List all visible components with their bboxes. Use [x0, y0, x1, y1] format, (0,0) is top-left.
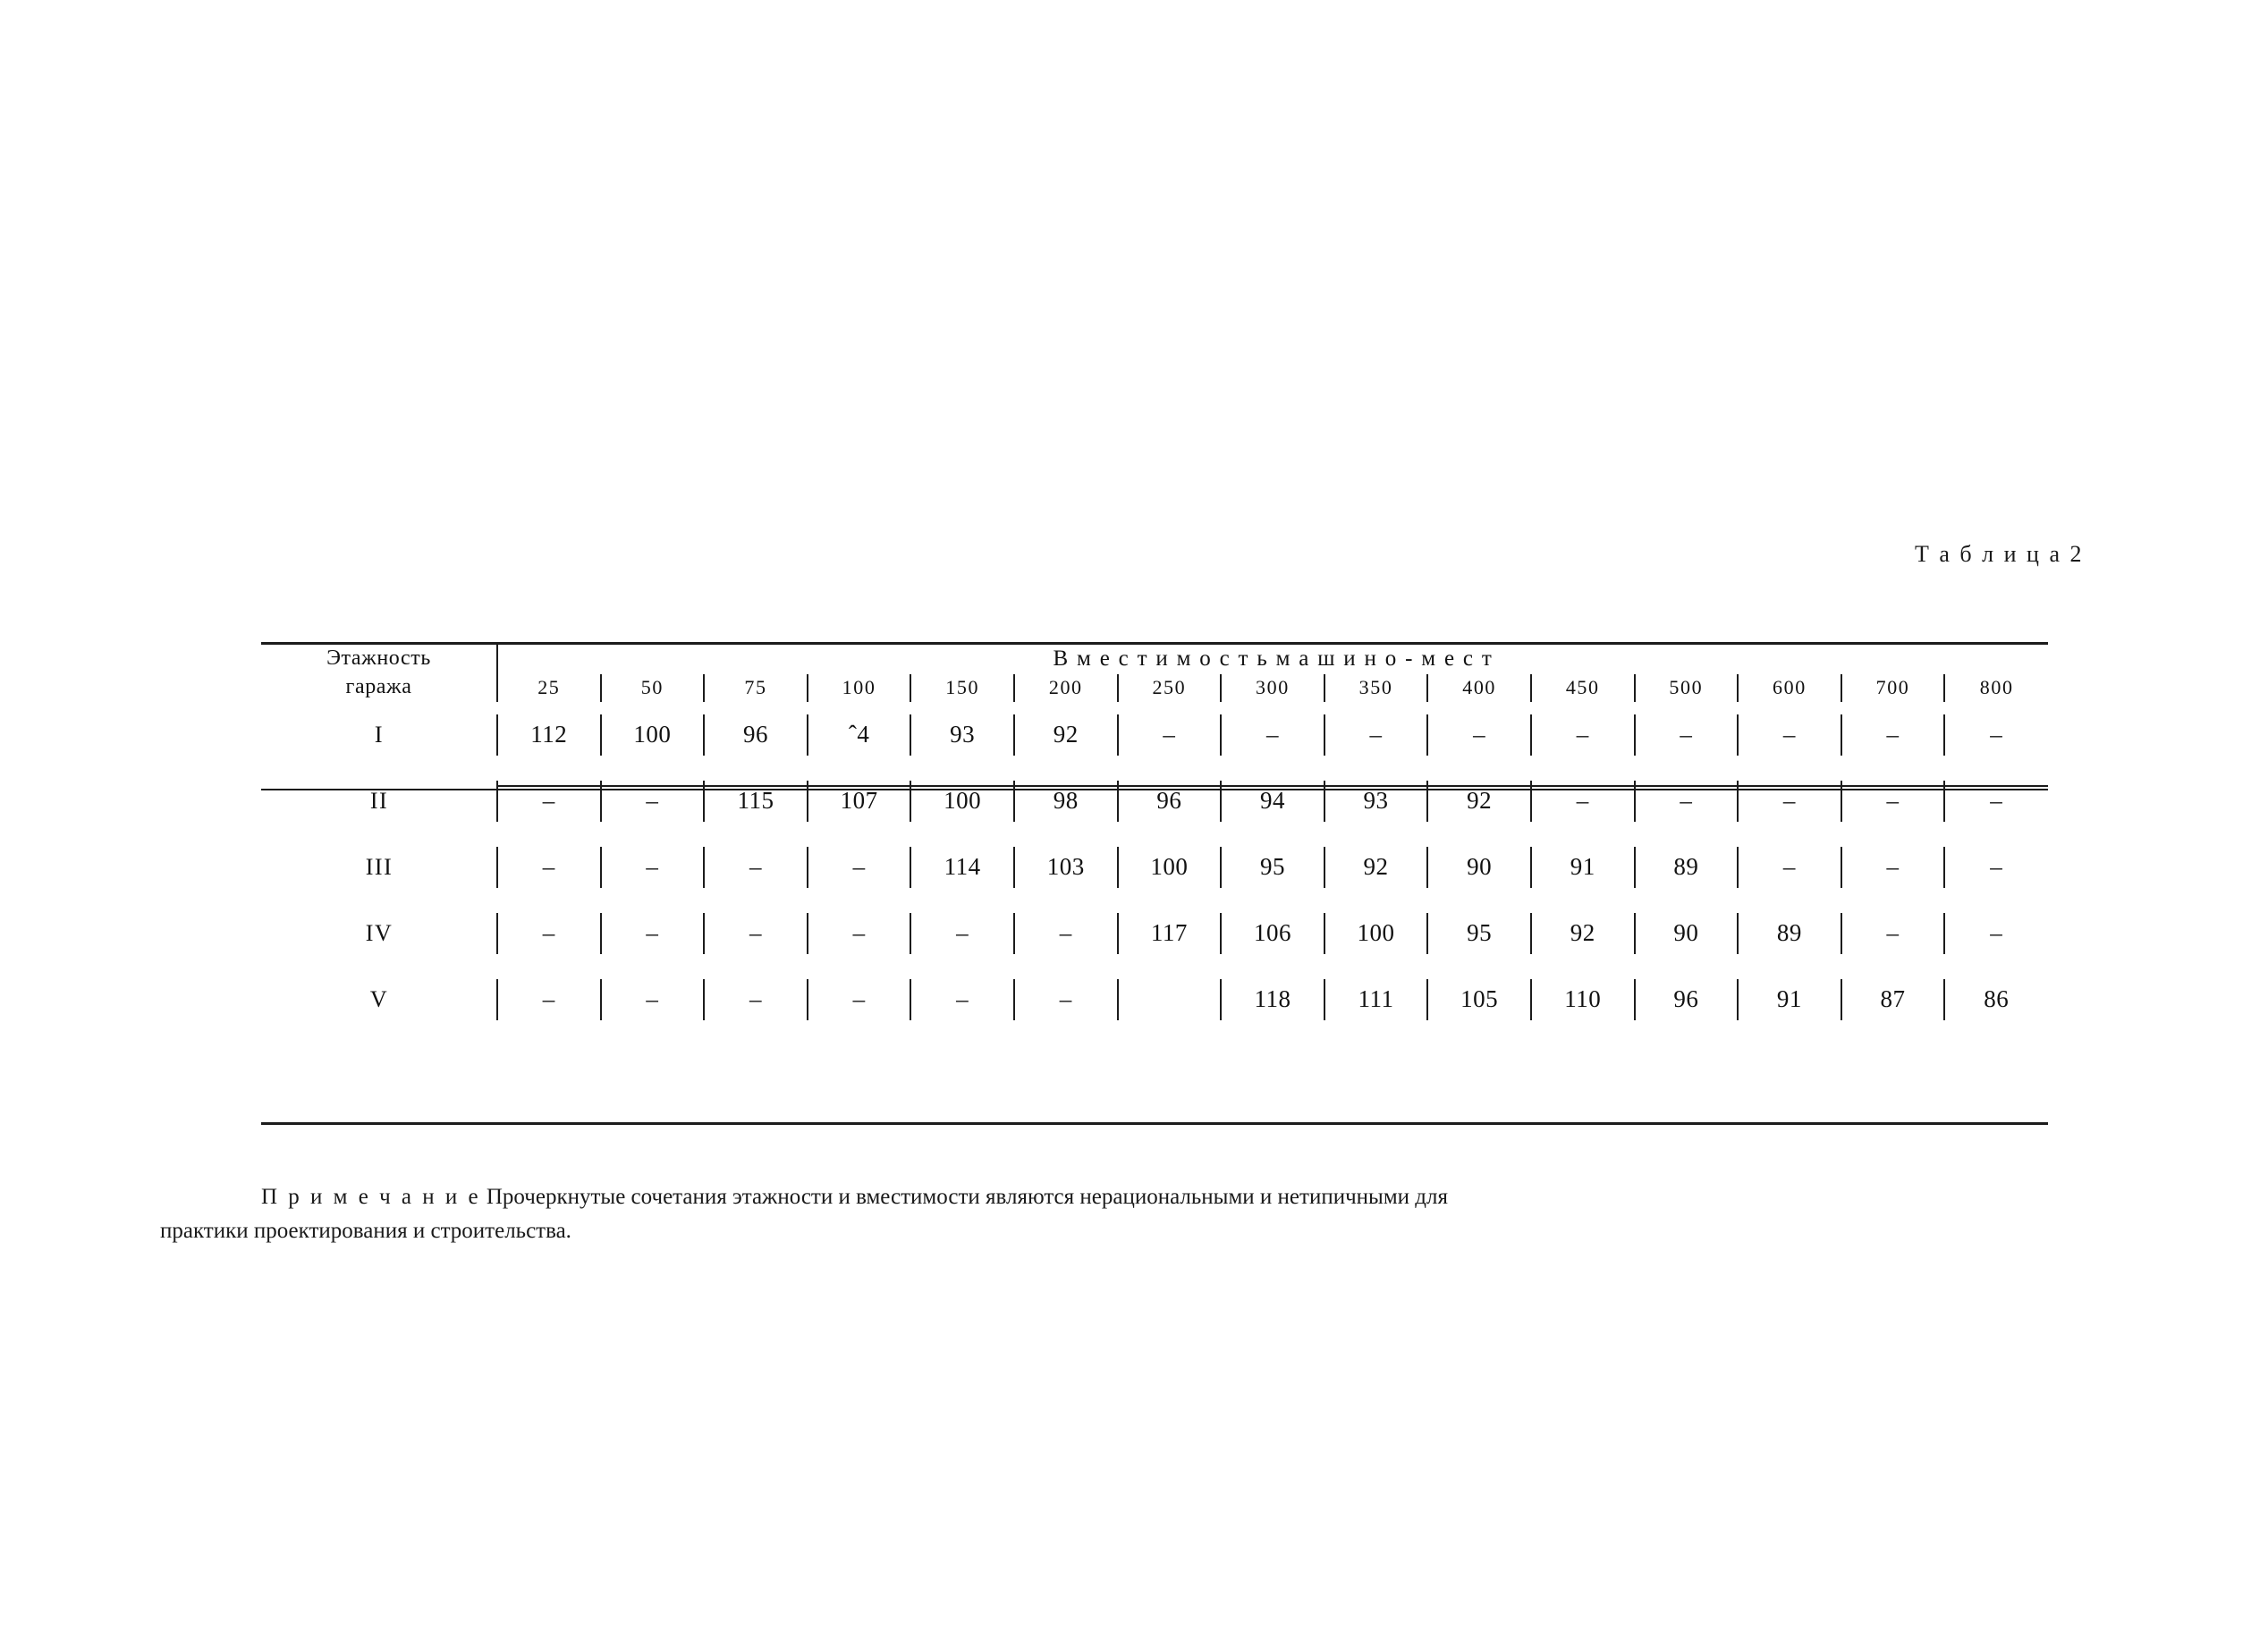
table-cell: 94	[1221, 768, 1324, 834]
table-cell: 96	[704, 702, 808, 768]
table-cell: 90	[1635, 900, 1739, 967]
note-lead: П р и м е ч а н и е	[261, 1185, 481, 1209]
table-cell: –	[601, 834, 705, 900]
table-cell: 106	[1221, 900, 1324, 967]
table-cell: 98	[1014, 768, 1118, 834]
table-cell: –	[1118, 702, 1222, 768]
table-cell: –	[1841, 768, 1945, 834]
table-cell: 96	[1635, 967, 1739, 1033]
table-cell: 92	[1324, 834, 1428, 900]
table-cell: 89	[1635, 834, 1739, 900]
table-cell: –	[808, 900, 911, 967]
table-cell: –	[1014, 967, 1118, 1033]
table-cell: –	[497, 900, 601, 967]
column-header: 500	[1635, 674, 1739, 702]
table-cell: –	[601, 967, 705, 1033]
table-cell: 90	[1427, 834, 1531, 900]
table-row	[261, 967, 2048, 1033]
table-cell: –	[910, 967, 1014, 1033]
column-header: 50	[601, 674, 705, 702]
table-cell: –	[910, 900, 1014, 967]
table-cell: 117	[1118, 900, 1222, 967]
table-cell: –	[704, 900, 808, 967]
table-cell: 111	[1324, 967, 1428, 1033]
table-cell: –	[1531, 702, 1635, 768]
table-cell: –	[601, 768, 705, 834]
row-label: I	[374, 721, 385, 748]
table-cell: –	[1738, 768, 1841, 834]
table-cell: 92	[1427, 768, 1531, 834]
note-text-line2: практики проектирования и строительства.	[160, 1218, 571, 1243]
table-cell: –	[497, 768, 601, 834]
table-cell: –	[1841, 900, 1945, 967]
table-cell: –	[1944, 834, 2048, 900]
table-row	[261, 900, 2048, 967]
row-label: II	[369, 787, 389, 814]
table-cell: –	[1738, 702, 1841, 768]
table-cell: 114	[910, 834, 1014, 900]
table-cell: 115	[704, 768, 808, 834]
table-cell: –	[704, 834, 808, 900]
table-cell: 105	[1427, 967, 1531, 1033]
table-cell: –	[1944, 702, 2048, 768]
table-cell: –	[1635, 768, 1739, 834]
table-row	[261, 702, 2048, 768]
table-cell: –	[1221, 702, 1324, 768]
table-cell: 103	[1014, 834, 1118, 900]
table-cell: –	[1014, 900, 1118, 967]
table-row	[261, 768, 2048, 834]
table-cell	[1118, 967, 1222, 1033]
table-cell: 107	[808, 768, 911, 834]
table-cell: 91	[1531, 834, 1635, 900]
header-row-label-line1: Этажность	[326, 647, 431, 670]
table-cell: 95	[1427, 900, 1531, 967]
table-cell: 96	[1118, 768, 1222, 834]
row-label: III	[365, 853, 394, 880]
table-body	[261, 702, 2048, 1033]
column-header: 800	[1944, 674, 2048, 702]
table-cell: –	[1841, 702, 1945, 768]
table-cell: 92	[1531, 900, 1635, 967]
table-caption: Т а б л и ц а 2	[1915, 541, 2084, 567]
table-cell: –	[808, 834, 911, 900]
table-container	[261, 644, 2048, 1033]
column-header: 400	[1427, 674, 1531, 702]
table-cell: –	[808, 967, 911, 1033]
table-cell: –	[1738, 834, 1841, 900]
table-head-row-columns	[261, 674, 2048, 702]
column-header: 300	[1221, 674, 1324, 702]
table-head-row-top	[261, 644, 2048, 674]
table-cell: 95	[1221, 834, 1324, 900]
table-cell: 91	[1738, 967, 1841, 1033]
column-header: 700	[1841, 674, 1945, 702]
column-header: 600	[1738, 674, 1841, 702]
table-cell: –	[1531, 768, 1635, 834]
table-cell: 100	[1324, 900, 1428, 967]
table-cell: 118	[1221, 967, 1324, 1033]
table-cell: 110	[1531, 967, 1635, 1033]
row-label: V	[369, 985, 389, 1012]
column-header: 350	[1324, 674, 1428, 702]
column-header: 100	[808, 674, 911, 702]
table-cell: 100	[601, 702, 705, 768]
table-cell: –	[1427, 702, 1531, 768]
header-row-label	[261, 644, 497, 702]
header-span-label: В м е с т и м о с т ь м а ш и н о - м е с т	[497, 644, 2048, 674]
table-cell: 100	[1118, 834, 1222, 900]
table-cell: 112	[497, 702, 601, 768]
table-cell: –	[1635, 702, 1739, 768]
table-cell: –	[1841, 834, 1945, 900]
table-cell: –	[704, 967, 808, 1033]
table-cell: –	[497, 967, 601, 1033]
column-header: 25	[497, 674, 601, 702]
table-head	[261, 644, 2048, 702]
capacity-table	[261, 644, 2048, 1033]
header-row-label-line2: гаража	[345, 675, 412, 699]
table-cell: –	[1944, 768, 2048, 834]
table-cell: 93	[910, 702, 1014, 768]
table-bottom-rule	[261, 1122, 2048, 1125]
row-label: IV	[365, 919, 394, 946]
table-cell: 87	[1841, 967, 1945, 1033]
table-cell: ˆ4	[808, 702, 911, 768]
table-cell: –	[601, 900, 705, 967]
column-header: 150	[910, 674, 1014, 702]
table-cell: 92	[1014, 702, 1118, 768]
table-cell: –	[1324, 702, 1428, 768]
table-cell: 93	[1324, 768, 1428, 834]
column-header: 250	[1118, 674, 1222, 702]
table-cell: –	[1944, 900, 2048, 967]
table-cell: 100	[910, 768, 1014, 834]
column-header: 450	[1531, 674, 1635, 702]
table-note	[160, 1180, 2103, 1247]
column-header: 75	[704, 674, 808, 702]
table-cell: 86	[1944, 967, 2048, 1033]
table-row	[261, 834, 2048, 900]
table-cell: –	[497, 834, 601, 900]
note-text-line1: Прочеркнутые сочетания этажности и вместимости являются нерациональными и нетипичными для	[486, 1185, 1448, 1209]
table-cell: 89	[1738, 900, 1841, 967]
column-header: 200	[1014, 674, 1118, 702]
